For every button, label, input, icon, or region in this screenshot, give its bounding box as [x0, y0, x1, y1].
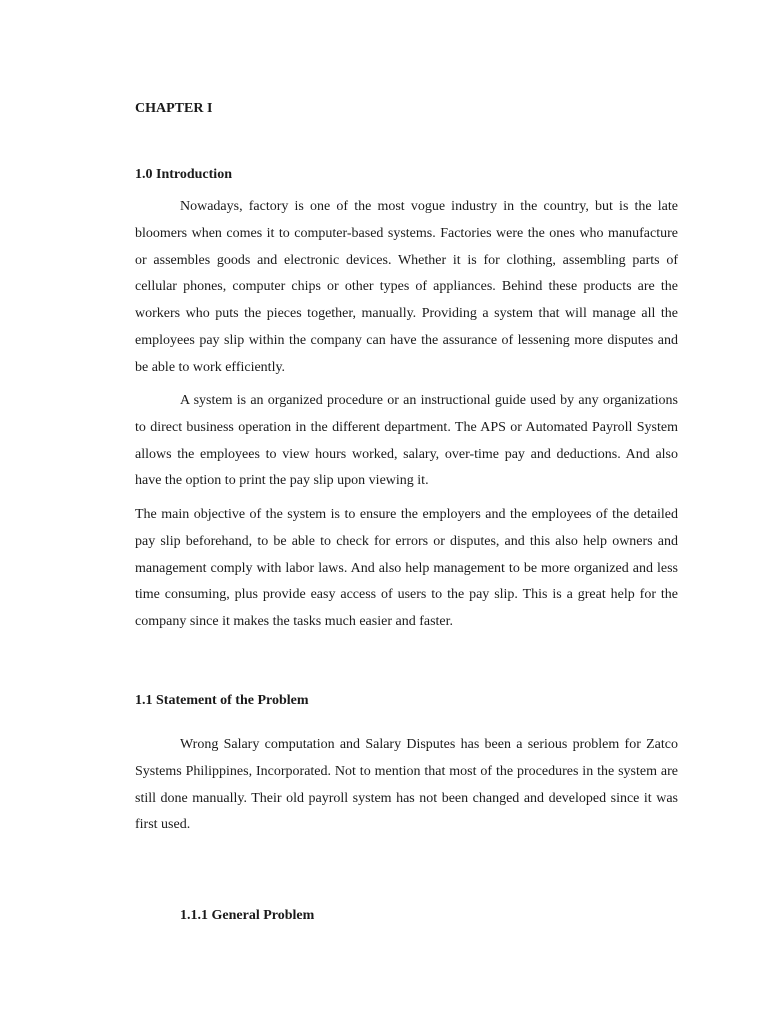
general-problem-heading: 1.1.1 General Problem: [180, 908, 315, 923]
statement-paragraph-1: Wrong Salary computation and Salary Disputes has been a serious problem for Zatco Systems Philippines, Incorporated. Not to mention that most of the procedures in the system are still done manually. Their old payroll system has not been changed and developed since it was first used.: [135, 737, 678, 833]
introduction-heading: 1.0 Introduction: [135, 167, 232, 182]
introduction-paragraph-3: The main objective of the system is to ensure the employers and the employees of the detailed pay slip beforehand, to be able to check for errors or disputes, and this also help owners and management comply with labor laws. And also help management to be more organized and less time consuming, plus provide easy access of users to the pay slip. This is a great help for the company since it makes the tasks much easier and faster.: [135, 507, 678, 630]
introduction-paragraph-1: Nowadays, factory is one of the most vogue industry in the country, but is the late bloomers when comes it to computer-based systems. Factories were the ones who manufacture or assembles goods and electronic devices. Whether it is for clothing, assembling parts of cellular phones, computer chips or other types of appliances. Behind these products are the workers who puts the pieces together, manually. Providing a system that will manage all the employees pay slip within the company can have the assurance of lessening more disputes and be able to work efficiently.: [135, 199, 678, 375]
statement-of-problem-heading: 1.1 Statement of the Problem: [135, 693, 309, 708]
introduction-paragraph-2: A system is an organized procedure or an instructional guide used by any organizations to direct business operation in the different department. The APS or Automated Payroll System allows the employees to view hours worked, salary, over-time pay and deductions. And also have the option to print the pay slip upon viewing it.: [135, 393, 678, 489]
chapter-title: CHAPTER I: [135, 101, 213, 116]
